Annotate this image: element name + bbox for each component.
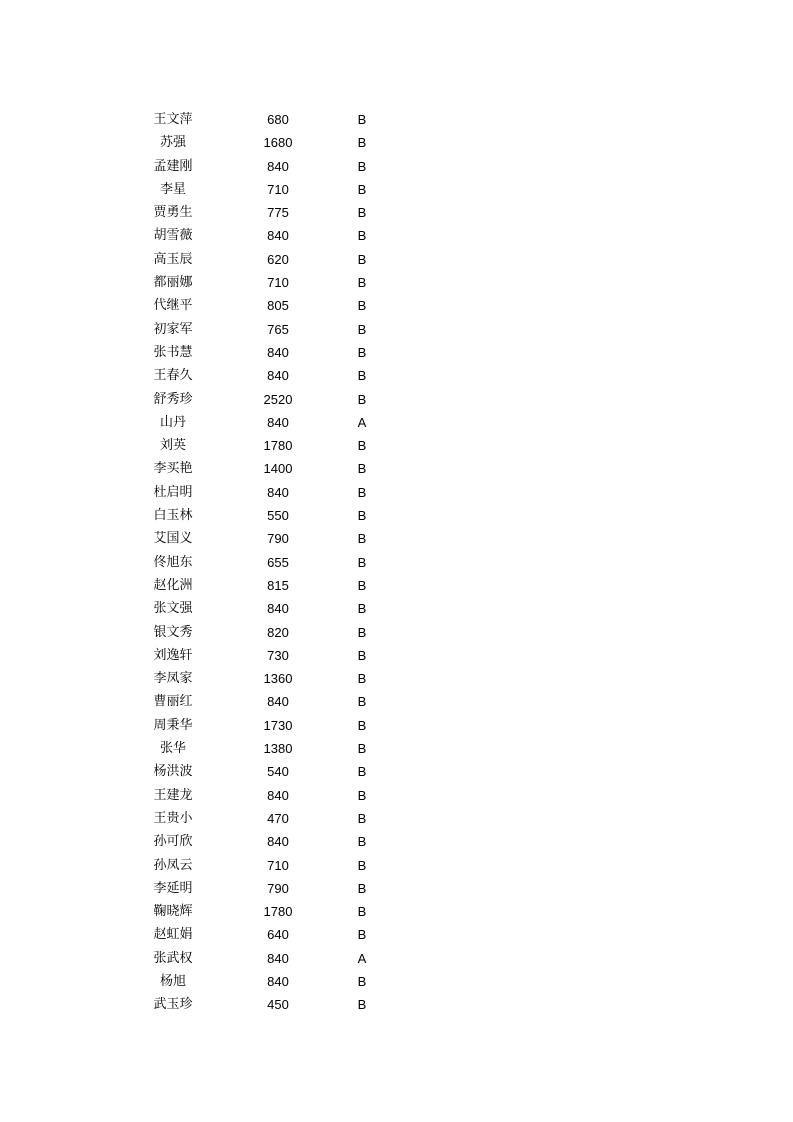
row-amount: 1730 <box>263 717 293 733</box>
row-grade: B <box>357 741 367 757</box>
table-row <box>0 737 793 760</box>
table-row <box>0 434 793 457</box>
table-row <box>0 644 793 667</box>
row-name: 胡雪薇 <box>153 228 193 244</box>
table-row <box>0 504 793 527</box>
row-grade: A <box>357 950 367 966</box>
table-row <box>0 597 793 620</box>
table-row <box>0 551 793 574</box>
row-name: 赵化洲 <box>153 577 193 593</box>
row-name: 杜启明 <box>153 484 193 500</box>
row-name: 杨洪波 <box>153 764 193 780</box>
row-amount: 765 <box>267 321 289 337</box>
row-amount: 840 <box>267 601 289 617</box>
row-amount: 840 <box>267 694 289 710</box>
row-grade: B <box>357 135 367 151</box>
row-grade: A <box>357 414 367 430</box>
row-name: 李延明 <box>153 880 193 896</box>
row-name: 都丽娜 <box>153 275 193 291</box>
row-name: 武玉珍 <box>153 997 193 1013</box>
data-table <box>0 108 793 1017</box>
row-amount: 640 <box>267 927 289 943</box>
row-grade: B <box>357 810 367 826</box>
row-name: 张武权 <box>153 950 193 966</box>
row-grade: B <box>357 321 367 337</box>
row-name: 舒秀珍 <box>153 391 193 407</box>
table-row <box>0 271 793 294</box>
row-amount: 815 <box>267 577 289 593</box>
row-name: 李买艳 <box>153 461 193 477</box>
row-amount: 840 <box>267 228 289 244</box>
table-row <box>0 970 793 993</box>
row-grade: B <box>357 927 367 943</box>
table-row <box>0 900 793 923</box>
table-row <box>0 224 793 247</box>
row-grade: B <box>357 158 367 174</box>
row-amount: 730 <box>267 647 289 663</box>
row-amount: 840 <box>267 950 289 966</box>
row-grade: B <box>357 671 367 687</box>
table-row <box>0 877 793 900</box>
row-grade: B <box>357 624 367 640</box>
row-grade: B <box>357 764 367 780</box>
row-amount: 2520 <box>263 391 293 407</box>
row-amount: 840 <box>267 973 289 989</box>
table-row <box>0 364 793 387</box>
row-grade: B <box>357 531 367 547</box>
table-row <box>0 667 793 690</box>
row-name: 周秉华 <box>153 717 193 733</box>
row-grade: B <box>357 787 367 803</box>
row-name: 张文强 <box>153 601 193 617</box>
row-name: 苏强 <box>159 135 186 151</box>
table-row <box>0 574 793 597</box>
row-amount: 1380 <box>263 741 293 757</box>
row-amount: 1360 <box>263 671 293 687</box>
row-amount: 710 <box>267 857 289 873</box>
row-name: 初家军 <box>153 321 193 337</box>
row-amount: 1680 <box>263 135 293 151</box>
row-grade: B <box>357 904 367 920</box>
row-name: 王贵小 <box>153 810 193 826</box>
row-grade: B <box>357 461 367 477</box>
table-row <box>0 690 793 713</box>
row-grade: B <box>357 717 367 733</box>
row-amount: 540 <box>267 764 289 780</box>
row-name: 曹丽红 <box>153 694 193 710</box>
row-name: 赵虹娟 <box>153 927 193 943</box>
row-name: 艾国义 <box>153 531 193 547</box>
row-amount: 790 <box>267 880 289 896</box>
row-amount: 840 <box>267 787 289 803</box>
row-grade: B <box>357 508 367 524</box>
row-name: 贾勇生 <box>153 205 193 221</box>
row-grade: B <box>357 298 367 314</box>
row-grade: B <box>357 554 367 570</box>
row-name: 刘英 <box>159 438 186 454</box>
row-grade: B <box>357 391 367 407</box>
row-grade: B <box>357 834 367 850</box>
row-name: 刘逸轩 <box>153 647 193 663</box>
table-row <box>0 481 793 504</box>
row-grade: B <box>357 857 367 873</box>
row-grade: B <box>357 205 367 221</box>
row-amount: 710 <box>267 181 289 197</box>
row-name: 鞠晓辉 <box>153 904 193 920</box>
table-row <box>0 923 793 946</box>
table-row <box>0 248 793 271</box>
row-name: 张华 <box>159 741 186 757</box>
row-grade: B <box>357 275 367 291</box>
row-name: 李凤家 <box>153 671 193 687</box>
row-amount: 840 <box>267 834 289 850</box>
row-name: 高玉辰 <box>153 251 193 267</box>
row-amount: 680 <box>267 112 289 127</box>
row-grade: B <box>357 997 367 1013</box>
table-row <box>0 341 793 364</box>
row-grade: B <box>357 577 367 593</box>
table-row <box>0 621 793 644</box>
row-grade: B <box>357 484 367 500</box>
table-row <box>0 760 793 783</box>
row-name: 银文秀 <box>153 624 193 640</box>
row-name: 张书慧 <box>153 344 193 360</box>
row-name: 王春久 <box>153 368 193 384</box>
table-row <box>0 830 793 853</box>
row-name: 孟建刚 <box>153 158 193 174</box>
row-grade: B <box>357 344 367 360</box>
table-row <box>0 411 793 434</box>
row-name: 杨旭 <box>159 973 186 989</box>
table-row <box>0 807 793 830</box>
row-amount: 840 <box>267 484 289 500</box>
row-name: 孙可欣 <box>153 834 193 850</box>
row-name: 王文萍 <box>153 112 193 127</box>
row-grade: B <box>357 694 367 710</box>
table-row <box>0 131 793 154</box>
row-amount: 840 <box>267 414 289 430</box>
table-row <box>0 714 793 737</box>
table-row <box>0 294 793 317</box>
row-name: 代继平 <box>153 298 193 314</box>
table-row <box>0 108 793 131</box>
row-grade: B <box>357 601 367 617</box>
row-grade: B <box>357 251 367 267</box>
row-amount: 820 <box>267 624 289 640</box>
row-name: 白玉林 <box>153 508 193 524</box>
row-name: 孙凤云 <box>153 857 193 873</box>
row-grade: B <box>357 647 367 663</box>
row-grade: B <box>357 973 367 989</box>
row-amount: 1400 <box>263 461 293 477</box>
row-amount: 840 <box>267 344 289 360</box>
row-amount: 550 <box>267 508 289 524</box>
row-name: 佟旭东 <box>153 554 193 570</box>
row-amount: 1780 <box>263 438 293 454</box>
row-amount: 840 <box>267 368 289 384</box>
table-row <box>0 388 793 411</box>
table-row <box>0 201 793 224</box>
table-row <box>0 178 793 201</box>
table-row <box>0 318 793 341</box>
row-amount: 840 <box>267 158 289 174</box>
row-amount: 775 <box>267 205 289 221</box>
table-row <box>0 993 793 1016</box>
row-grade: B <box>357 880 367 896</box>
row-amount: 450 <box>267 997 289 1013</box>
row-grade: B <box>357 112 367 127</box>
row-amount: 470 <box>267 810 289 826</box>
table-row <box>0 854 793 877</box>
row-name: 山丹 <box>159 414 186 430</box>
row-amount: 710 <box>267 275 289 291</box>
table-row <box>0 457 793 480</box>
table-row <box>0 155 793 178</box>
row-amount: 1780 <box>263 904 293 920</box>
row-name: 李星 <box>159 181 186 197</box>
row-grade: B <box>357 438 367 454</box>
table-row <box>0 784 793 807</box>
row-name: 王建龙 <box>153 787 193 803</box>
row-amount: 655 <box>267 554 289 570</box>
row-grade: B <box>357 181 367 197</box>
row-amount: 790 <box>267 531 289 547</box>
row-amount: 805 <box>267 298 289 314</box>
table-row <box>0 947 793 970</box>
row-amount: 620 <box>267 251 289 267</box>
row-grade: B <box>357 228 367 244</box>
row-grade: B <box>357 368 367 384</box>
table-row <box>0 527 793 550</box>
